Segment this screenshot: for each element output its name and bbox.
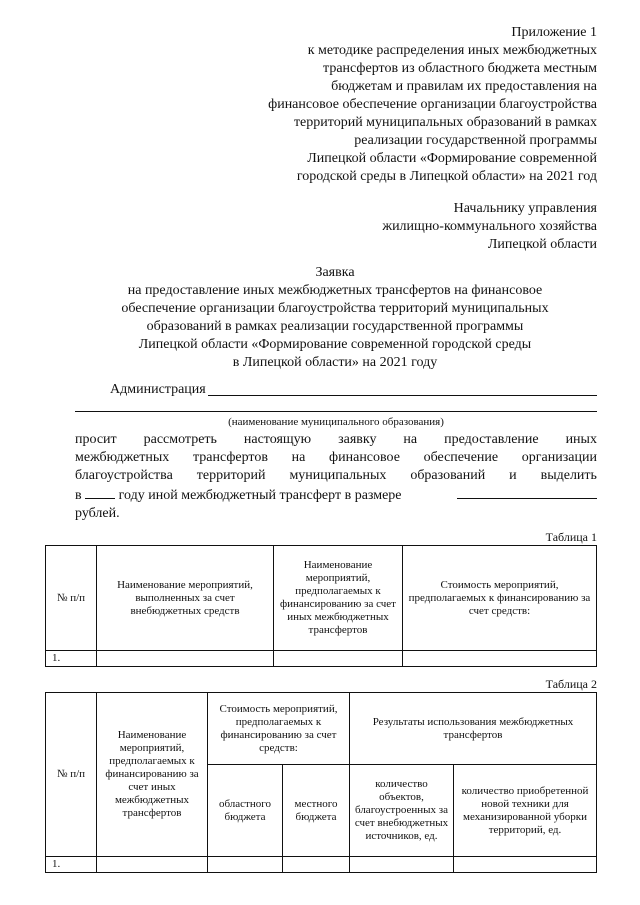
administration-label: Администрация [110,382,206,397]
body-row [75,467,597,485]
appendix-line: финансовое обеспечение организации благоустройства [268,97,597,112]
table2-label: Таблица 2 [545,677,597,691]
t2-cell[interactable] [454,857,597,873]
appendix-line: городской среды в Липецкой области» на 2021 год [296,169,597,184]
t2-header-cost: Стоимость мероприятий, предполагаемых к финансированию за счет средств: [208,693,350,765]
appendix-line: территорий муниципальных образований в рамках [293,115,597,130]
body-word: просит [75,432,117,447]
body-word: трансфертов [192,450,268,465]
table-row [46,651,597,667]
table-row [46,857,597,873]
amount-blank[interactable] [457,485,597,499]
administration-blank[interactable] [208,381,597,396]
table-2 [45,692,597,873]
body-word: территорий [196,468,266,483]
appendix-line: бюджетам и правилам их предоставления на [331,79,597,94]
request-line: Липецкой области «Формирование современной городской среды [138,337,532,352]
municipality-blank[interactable] [75,411,597,412]
body-row [75,449,597,467]
body-word: на [403,432,418,447]
addressee-block [157,200,597,254]
t1-cell[interactable] [97,651,274,667]
body-row [75,505,597,523]
body-word: рублей. [75,506,120,521]
t2-header-objects: количество объектов, благоустроенных за счет внебюджетных источников, ед. [350,765,454,857]
body-word: и [509,468,517,483]
addressee-line: Начальнику управления [453,201,597,216]
appendix-line: Липецкой области «Формирование современной [307,151,597,166]
body-word: настоящую [243,432,312,447]
body-word: иных [565,432,597,447]
body-word: муниципальных [289,468,387,483]
appendix-line: трансфертов из областного бюджета местным [323,61,597,76]
request-line: на предоставление иных межбюджетных трансфертов на финансовое [127,283,543,298]
body-row [75,431,597,449]
t2-header-local: местного бюджета [283,765,350,857]
year-blank[interactable] [85,485,115,499]
addressee-line: Липецкой области [487,237,597,252]
body-word: предоставление [444,432,539,447]
body-word: в году иной межбюджетный трансферт в размере [75,485,402,505]
t1-header-completed: Наименование мероприятий, выполненных за счет внебюджетных средств [97,546,274,651]
body-word: на [291,450,306,465]
body-word: рассмотреть [143,432,217,447]
body-word: благоустройства [75,468,173,483]
table-1 [45,545,597,667]
appendix-line: к методике распределения иных межбюджетных [307,43,597,58]
appendix-line: Приложение 1 [511,25,597,40]
t1-header-num: № п/п [46,546,97,651]
appendix-line: реализации государственной программы [354,133,597,148]
t1-cell[interactable] [274,651,403,667]
request-line: обеспечение организации благоустройства территорий муниципальных [121,301,549,316]
table1-label: Таблица 1 [545,530,597,544]
body-word: образований [410,468,486,483]
body-word: организации [521,450,597,465]
request-line: в Липецкой области» на 2021 году [232,355,438,370]
t2-cell[interactable] [283,857,350,873]
addressee-line: жилищно-коммунального хозяйства [382,219,597,234]
request-line: образований в рамках реализации государственной программы [146,319,524,334]
t2-header-num: № п/п [46,693,97,857]
body-word: межбюджетных [75,450,170,465]
body-word: выделить [540,468,597,483]
t2-header-name: Наименование мероприятий, предполагаемых к финансированию за счет иных межбюджетных трансфертов [97,693,208,857]
body-word: обеспечение [423,450,499,465]
t2-header-regional: областного бюджета [208,765,283,857]
request-title: Заявка [315,265,355,280]
municipality-caption: (наименование муниципального образования) [228,416,444,428]
t2-cell[interactable] [97,857,208,873]
t2-header-equipment: количество приобретенной новой техники для механизированной уборки территорий, ед. [454,765,597,857]
body-word: финансовое [329,450,400,465]
t2-cell[interactable] [350,857,454,873]
t1-row-num: 1. [46,651,97,667]
t1-header-cost: Стоимость мероприятий, предполагаемых к финансированию за счет средств: [403,546,597,651]
t2-header-results: Результаты использования межбюджетных трансфертов [350,693,597,765]
body-word: заявку [338,432,377,447]
t1-header-planned: Наименование мероприятий, предполагаемых к финансированию за счет иных межбюджетных трансфертов [274,546,403,651]
t2-cell[interactable] [208,857,283,873]
body-row [75,485,597,505]
t1-cell[interactable] [403,651,597,667]
appendix-block [157,24,597,186]
request-body [75,431,597,523]
t2-row-num: 1. [46,857,97,873]
administration-line [110,381,597,399]
request-heading [55,264,615,372]
